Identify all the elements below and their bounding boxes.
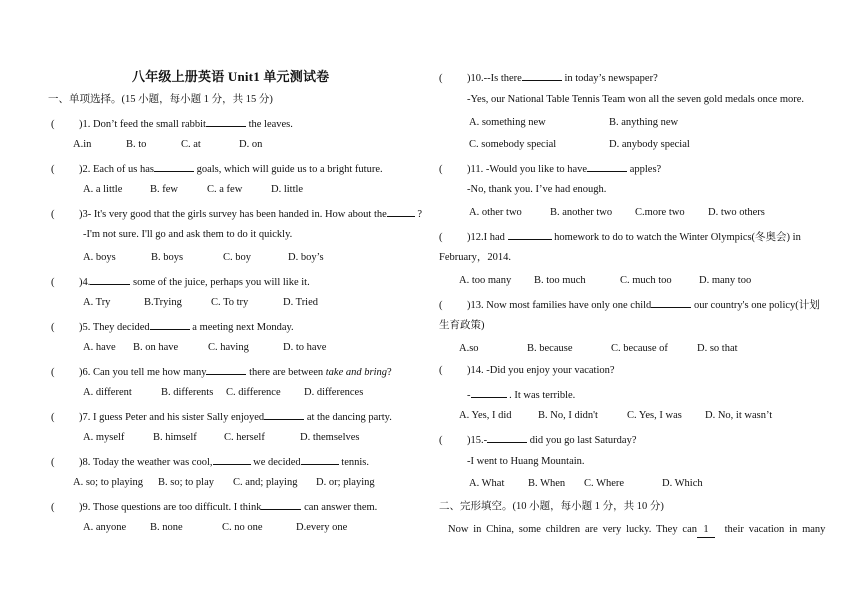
option-d: D. anybody special <box>609 139 690 150</box>
question-13: ( )13. Now most families have only one child our country's one policy(计划 <box>439 297 820 313</box>
option-a: A. other two <box>469 207 522 218</box>
option-b: B. to <box>126 139 147 150</box>
option-c: C. having <box>208 342 249 353</box>
option-d: D. two others <box>708 207 765 218</box>
option-a: A. anyone <box>83 522 127 533</box>
option-a: A.in <box>73 139 92 150</box>
option-d: D. Tried <box>283 297 319 308</box>
cloze-blank-1[interactable]: 1 <box>697 523 715 538</box>
option-b: B. anything new <box>609 117 679 128</box>
question-6: ( )6. Can you tell me how many there are between take and bring? <box>51 364 392 380</box>
answer-blank[interactable] <box>471 387 507 398</box>
option-c: C. difference <box>226 387 281 398</box>
option-d: D. Which <box>662 478 703 489</box>
option-d: D. little <box>271 184 304 195</box>
question-15: ( )15.- did you go last Saturday? <box>439 432 636 448</box>
section-2-heading: 二、完形填空。(10 小题，每小题 1 分，共 10 分) <box>439 501 664 512</box>
question-2: ( )2. Each of us has goals, which will guide us to a bright future. <box>51 161 383 177</box>
option-c: C.more two <box>635 207 685 218</box>
option-d: D. on <box>239 139 263 150</box>
option-a: A. different <box>83 387 132 398</box>
answer-blank[interactable] <box>261 499 301 510</box>
question-5: ( )5. They decided a meeting next Monday. <box>51 319 294 335</box>
question-11: ( )11. -Would you like to have apples? <box>439 161 661 177</box>
option-a: A. What <box>469 478 505 489</box>
option-d: D. to have <box>283 342 327 353</box>
answer-blank[interactable] <box>301 454 339 465</box>
option-b: B. on have <box>133 342 179 353</box>
section-1-heading: 一、单项选择。(15 小题，每小题 1 分，共 15 分) <box>48 94 273 105</box>
left-column <box>48 0 428 608</box>
option-b: B. too much <box>534 275 586 286</box>
option-a: A. so; to playing <box>73 477 143 488</box>
option-c: C. somebody special <box>469 139 557 150</box>
right-column <box>434 0 826 608</box>
option-c: C. Where <box>584 478 625 489</box>
cloze-passage-line: Now in China, some children are very lucky. They can 1 their vacation in many <box>448 523 808 538</box>
question-13-continued: 生育政策) <box>439 320 485 331</box>
option-c: C. Yes, I was <box>627 410 682 421</box>
answer-blank[interactable] <box>90 274 130 285</box>
option-d: D. differences <box>304 387 364 398</box>
question-10: ( )10.--Is there in today’s newspaper? <box>439 70 658 86</box>
answer-blank[interactable] <box>651 297 691 308</box>
answer-blank[interactable] <box>522 70 562 81</box>
question-12: ( )12.I had homework to do to watch the Winter Olympics(冬奥会) in <box>439 229 801 245</box>
option-a: A. have <box>83 342 116 353</box>
answer-blank[interactable] <box>487 432 527 443</box>
option-d: D. No, it wasn’t <box>705 410 773 421</box>
option-a: A. Try <box>83 297 111 308</box>
option-b: B. so; to play <box>158 477 215 488</box>
option-d: D. themselves <box>300 432 360 443</box>
option-a: A. too many <box>459 275 512 286</box>
option-c: C. a few <box>207 184 243 195</box>
answer-blank[interactable] <box>213 454 251 465</box>
option-a: A. a little <box>83 184 123 195</box>
option-b: B. When <box>528 478 566 489</box>
option-a: A. boys <box>83 252 116 263</box>
question-3-reply: -I'm not sure. I'll go and ask them to do it quickly. <box>83 229 293 240</box>
option-c: C. To try <box>211 297 249 308</box>
question-3: ( )3- It's very good that the girls survey has been handed in. How about the ? <box>51 206 422 222</box>
question-7: ( )7. I guess Peter and his sister Sally enjoyed at the dancing party. <box>51 409 392 425</box>
option-c: C. at <box>181 139 201 150</box>
answer-blank[interactable] <box>508 229 552 240</box>
answer-blank[interactable] <box>387 206 415 217</box>
page-title: 八年级上册英语 Unit1 单元测试卷 <box>132 69 330 84</box>
option-c: C. herself <box>224 432 265 443</box>
option-c: C. much too <box>620 275 672 286</box>
option-b: B. differents <box>161 387 214 398</box>
question-1: ( )1. Don’t feed the small rabbit the leaves. <box>51 116 293 132</box>
option-d: D.every one <box>296 522 348 533</box>
question-14: ( )14. -Did you enjoy your vacation? <box>439 365 615 376</box>
question-14-reply: - . It was terrible. <box>467 387 575 403</box>
option-b: B. himself <box>153 432 197 443</box>
option-c: C. boy <box>223 252 252 263</box>
answer-blank[interactable] <box>150 319 190 330</box>
option-c: C. and; playing <box>233 477 298 488</box>
option-b: B.Trying <box>144 297 182 308</box>
question-4: ( )4. some of the juice, perhaps you will like it. <box>51 274 310 290</box>
option-d: D. so that <box>697 343 738 354</box>
option-a: A.so <box>459 343 479 354</box>
answer-blank[interactable] <box>206 364 246 375</box>
option-d: D. many too <box>699 275 752 286</box>
question-11-reply: -No, thank you. I’ve had enough. <box>467 184 607 195</box>
option-d: D. boy’s <box>288 252 324 263</box>
option-b: B. another two <box>550 207 613 218</box>
answer-blank[interactable] <box>264 409 304 420</box>
question-12-continued: February，2014. <box>439 252 512 263</box>
option-c: C. no one <box>222 522 263 533</box>
answer-blank[interactable] <box>587 161 627 172</box>
question-9: ( )9. Those questions are too difficult. I think can answer them. <box>51 499 377 515</box>
question-10-reply: -Yes, our National Table Tennis Team won all the seven gold medals once more. <box>467 94 805 105</box>
option-b: B. No, I didn't <box>538 410 598 421</box>
option-b: B. boys <box>151 252 184 263</box>
option-a: A. Yes, I did <box>459 410 512 421</box>
option-b: B. few <box>150 184 178 195</box>
answer-blank[interactable] <box>154 161 194 172</box>
answer-blank[interactable] <box>206 116 246 127</box>
option-d: D. or; playing <box>316 477 375 488</box>
question-15-reply: -I went to Huang Mountain. <box>467 456 585 467</box>
option-b: B. because <box>527 343 573 354</box>
option-c: C. because of <box>611 343 668 354</box>
option-b: B. none <box>150 522 183 533</box>
option-a: A. myself <box>83 432 125 443</box>
question-8: ( )8. Today the weather was cool, we decided tennis. <box>51 454 369 470</box>
option-a: A. something new <box>469 117 546 128</box>
